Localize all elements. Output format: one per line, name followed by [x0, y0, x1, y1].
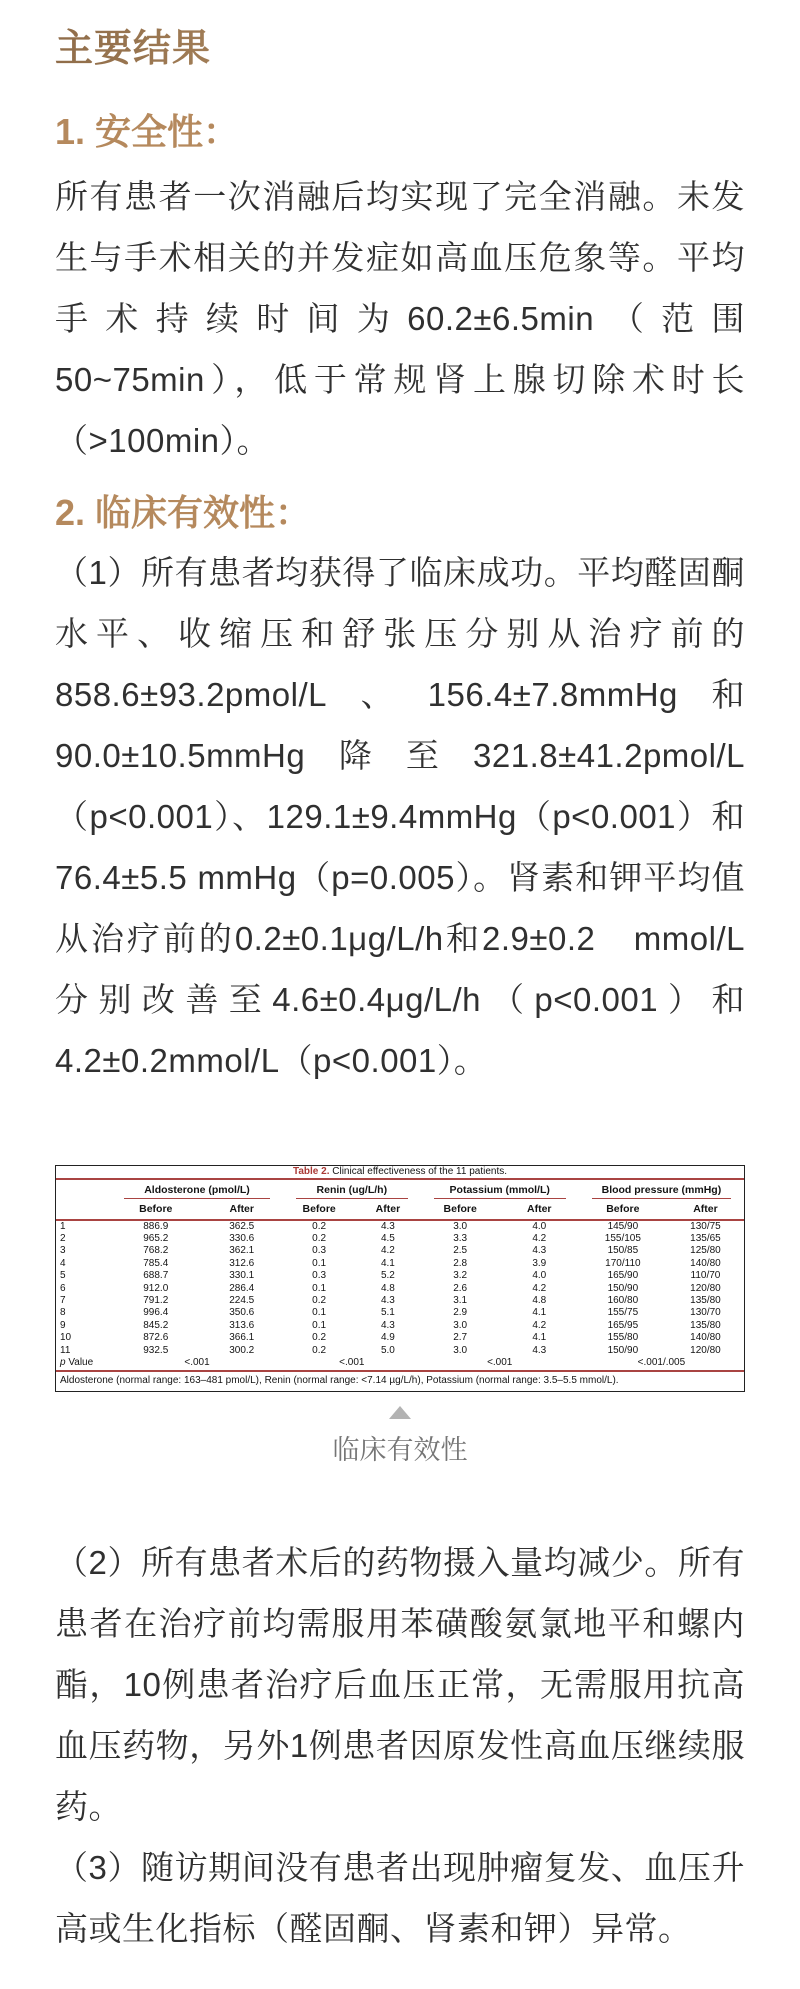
patient-id: 11 — [60, 1344, 71, 1356]
column-group-potassium: Potassium (mmol/L) — [421, 1179, 579, 1199]
table-cell: 4.2 — [532, 1233, 547, 1245]
table-cell: 886.9 — [143, 1220, 169, 1232]
table-cell: 4.3 — [532, 1245, 547, 1257]
table-cell: 140/80 — [690, 1257, 721, 1269]
table-cell: 688.7 — [143, 1270, 169, 1282]
table-cell: 366.1 — [229, 1332, 255, 1344]
table-cell: 224.5 — [229, 1295, 255, 1307]
table-cell: 130/75 — [690, 1220, 721, 1232]
table-cell: 3.9 — [532, 1257, 547, 1269]
table-cell: 4.1 — [532, 1332, 547, 1344]
table-title-row — [56, 1166, 744, 1179]
table-cell: 3.1 — [453, 1295, 468, 1307]
table-cell: 170/110 — [605, 1257, 641, 1269]
table-cell: 165/95 — [607, 1319, 639, 1331]
table-cell: 155/75 — [607, 1307, 639, 1319]
p-value-blood-pressure: <.001/.005 — [579, 1357, 744, 1371]
table-cell: 300.2 — [229, 1344, 255, 1356]
caption-arrow-icon — [389, 1406, 411, 1419]
table-footnote: Aldosterone (normal range: 163–481 pmol/L), Renin (normal range: <7.14 µg/L/h), Potassium (normal range: 3.5–5.5 mmol/L). — [60, 1374, 619, 1386]
table-cell: 4.3 — [380, 1220, 395, 1232]
p-value-potassium: <.001 — [421, 1357, 579, 1371]
patient-id: 5 — [60, 1270, 66, 1282]
table-row — [56, 1245, 744, 1257]
p-value-label: p Value — [56, 1357, 111, 1371]
table-cell: 165/90 — [607, 1270, 639, 1282]
table-cell: 4.2 — [532, 1319, 547, 1331]
patient-id: 4 — [60, 1257, 66, 1269]
table-cell: 4.5 — [380, 1233, 395, 1245]
table-cell: 150/90 — [607, 1344, 639, 1356]
subheader-before: Before — [421, 1199, 500, 1220]
patient-id: 1 — [60, 1220, 66, 1232]
table-cell: 4.1 — [532, 1307, 547, 1319]
subheader-after: After — [355, 1199, 420, 1220]
table-row — [56, 1320, 744, 1332]
table-footnote-row — [56, 1371, 744, 1391]
table-cell: 120/80 — [690, 1344, 721, 1356]
table-cell: 2.7 — [453, 1332, 468, 1344]
table-cell: 125/80 — [690, 1245, 721, 1257]
table-cell: 965.2 — [143, 1233, 169, 1245]
table-cell: 4.3 — [532, 1344, 547, 1356]
table-cell: 932.5 — [143, 1344, 169, 1356]
section-heading-effectiveness: 2. 临床有效性： — [55, 491, 312, 533]
table-corner-cell — [56, 1179, 111, 1199]
table-row — [56, 1307, 744, 1319]
table-row — [56, 1344, 744, 1356]
post-table-paragraphs — [55, 1532, 745, 1959]
column-group-renin: Renin (ug/L/h) — [283, 1179, 421, 1199]
table-cell: 845.2 — [143, 1319, 169, 1331]
table-cell: 313.6 — [229, 1319, 255, 1331]
table-cell: 768.2 — [143, 1245, 169, 1257]
table-cell: 2.8 — [453, 1257, 468, 1269]
paragraph-safety: 所有患者一次消融后均实现了完全消融。未发生与手术相关的并发症如高血压危象等。平均手术持续时间为60.2±6.5min（范围50~75min），低于常规肾上腺切除术时长（>100min）。 — [55, 177, 745, 459]
table-cell: 5.1 — [380, 1307, 395, 1319]
table-cell: 4.8 — [380, 1282, 395, 1294]
table-cell: 4.2 — [532, 1282, 547, 1294]
subheader-empty — [56, 1199, 111, 1220]
table-row — [56, 1220, 744, 1233]
paragraph-medication: （2）所有患者术后的药物摄入量均减少。所有患者在治疗前均需服用苯磺酸氨氯地平和螺内酯，10例患者治疗后血压正常，无需服用抗高血压药物，另外1例患者因原发性高血压继续服药。 — [55, 1543, 745, 1825]
table-row — [56, 1233, 744, 1245]
table-cell: 362.1 — [229, 1245, 255, 1257]
table-figure[interactable] — [55, 1165, 745, 1392]
table-cell: 4.0 — [532, 1270, 547, 1282]
patient-id: 7 — [60, 1295, 66, 1307]
table-cell: 4.9 — [380, 1332, 395, 1344]
table-cell: 0.3 — [312, 1245, 327, 1257]
patient-id: 8 — [60, 1307, 66, 1319]
patient-id: 2 — [60, 1233, 66, 1245]
table-cell: 0.2 — [312, 1332, 327, 1344]
figure-caption: 临床有效性 — [332, 1434, 468, 1465]
table-cell: 872.6 — [143, 1332, 169, 1344]
table-cell: 120/80 — [690, 1282, 721, 1294]
table-cell: 4.8 — [532, 1295, 547, 1307]
clinical-effectiveness-table — [56, 1166, 744, 1391]
table-cell: 330.1 — [229, 1270, 255, 1282]
table-cell: 4.3 — [380, 1295, 395, 1307]
table-cell: 0.2 — [312, 1344, 327, 1356]
table-row — [56, 1258, 744, 1270]
subheader-before: Before — [111, 1199, 200, 1220]
table-cell: 996.4 — [143, 1307, 169, 1319]
table-cell: 135/80 — [690, 1319, 721, 1331]
table-cell: 0.2 — [312, 1220, 327, 1232]
patient-id: 6 — [60, 1282, 66, 1294]
table-cell: 5.0 — [380, 1344, 395, 1356]
table-cell: 150/85 — [607, 1245, 639, 1257]
table-title-text: Clinical effectiveness of the 11 patients. — [332, 1165, 507, 1177]
table-cell: 791.2 — [143, 1295, 169, 1307]
table-cell: 0.1 — [312, 1282, 327, 1294]
table-row — [56, 1332, 744, 1344]
table-cell: 155/105 — [604, 1233, 641, 1245]
table-cell: 3.3 — [453, 1233, 468, 1245]
table-cell: 135/65 — [690, 1233, 721, 1245]
subheader-before: Before — [283, 1199, 355, 1220]
page-title: 主要结果 — [55, 26, 745, 74]
table-cell: 0.1 — [312, 1319, 327, 1331]
table-cell: 2.5 — [453, 1245, 468, 1257]
table-cell: 3.2 — [453, 1270, 468, 1282]
table-row — [56, 1282, 744, 1294]
table-cell: 362.5 — [229, 1220, 255, 1232]
table-cell: 785.4 — [143, 1257, 169, 1269]
table-cell: 140/80 — [690, 1332, 721, 1344]
p-value-renin: <.001 — [283, 1357, 421, 1371]
table-cell: 135/80 — [690, 1295, 721, 1307]
table-cell: 3.0 — [453, 1220, 468, 1232]
table-cell: 0.2 — [312, 1233, 327, 1245]
column-group-row — [56, 1179, 744, 1199]
section-heading-safety: 1. 安全性： — [55, 110, 240, 152]
table-cell: 150/90 — [607, 1282, 639, 1294]
subheader-after: After — [200, 1199, 283, 1220]
table-row — [56, 1295, 744, 1307]
table-cell: 0.1 — [312, 1257, 327, 1269]
table-cell: 160/80 — [607, 1295, 639, 1307]
table-cell: 155/80 — [607, 1332, 639, 1344]
table-cell: 0.2 — [312, 1295, 327, 1307]
table-row — [56, 1270, 744, 1282]
patient-id: 10 — [60, 1332, 72, 1344]
table-cell: 312.6 — [229, 1257, 255, 1269]
table-title-label: Table 2. — [292, 1165, 330, 1177]
p-value-row — [56, 1357, 744, 1371]
table-cell: 350.6 — [229, 1307, 255, 1319]
subheader-after: After — [667, 1199, 744, 1220]
table-body — [56, 1220, 744, 1357]
table-cell: 3.0 — [453, 1344, 468, 1356]
paragraph-effectiveness: （1）所有患者均获得了临床成功。平均醛固酮水平、收缩压和舒张压分别从治疗前的858.6±93.2pmol/L、156.4±7.8mmHg和90.0±10.5mmHg降至321.8±41.2pmol/L（p<0.001）、129.1±9.4mmHg（p<0.001）和76.4±5.5 mmHg（p=0.005）。肾素和钾平均值从治疗前的0.2±0.1μg/L/h和2.9±0.2 mmol/L分别改善至4.6±0.4μg/L/h（p<0.001）和4.2±0.2mmol/L（p<0.001）。 — [55, 553, 745, 1079]
table-cell: 286.4 — [229, 1282, 255, 1294]
paragraph-followup: （3）随访期间没有患者出现肿瘤复发、血压升高或生化指标（醛固酮、肾素和钾）异常。 — [55, 1848, 745, 1947]
patient-id: 9 — [60, 1319, 66, 1331]
subheader-row — [56, 1199, 744, 1220]
subheader-after: After — [500, 1199, 579, 1220]
table-cell: 3.0 — [453, 1319, 468, 1331]
table-cell: 2.6 — [453, 1282, 468, 1294]
table-cell: 110/70 — [690, 1270, 721, 1282]
subheader-before: Before — [579, 1199, 667, 1220]
table-cell: 4.1 — [380, 1257, 395, 1269]
table-cell: 4.2 — [380, 1245, 395, 1257]
table-cell: 0.3 — [312, 1270, 327, 1282]
patient-id: 3 — [60, 1245, 66, 1257]
table-cell: 4.0 — [532, 1220, 547, 1232]
p-value-aldosterone: <.001 — [111, 1357, 283, 1371]
table-cell: 145/90 — [607, 1220, 639, 1232]
column-group-blood-pressure: Blood pressure (mmHg) — [579, 1179, 744, 1199]
table-cell: 0.1 — [312, 1307, 327, 1319]
table-cell: 912.0 — [143, 1282, 169, 1294]
table-cell: 330.6 — [229, 1233, 255, 1245]
table-cell: 4.3 — [380, 1319, 395, 1331]
table-cell: 5.2 — [380, 1270, 395, 1282]
column-group-aldosterone: Aldosterone (pmol/L) — [111, 1179, 283, 1199]
table-cell: 2.9 — [453, 1307, 468, 1319]
table-cell: 130/70 — [690, 1307, 721, 1319]
